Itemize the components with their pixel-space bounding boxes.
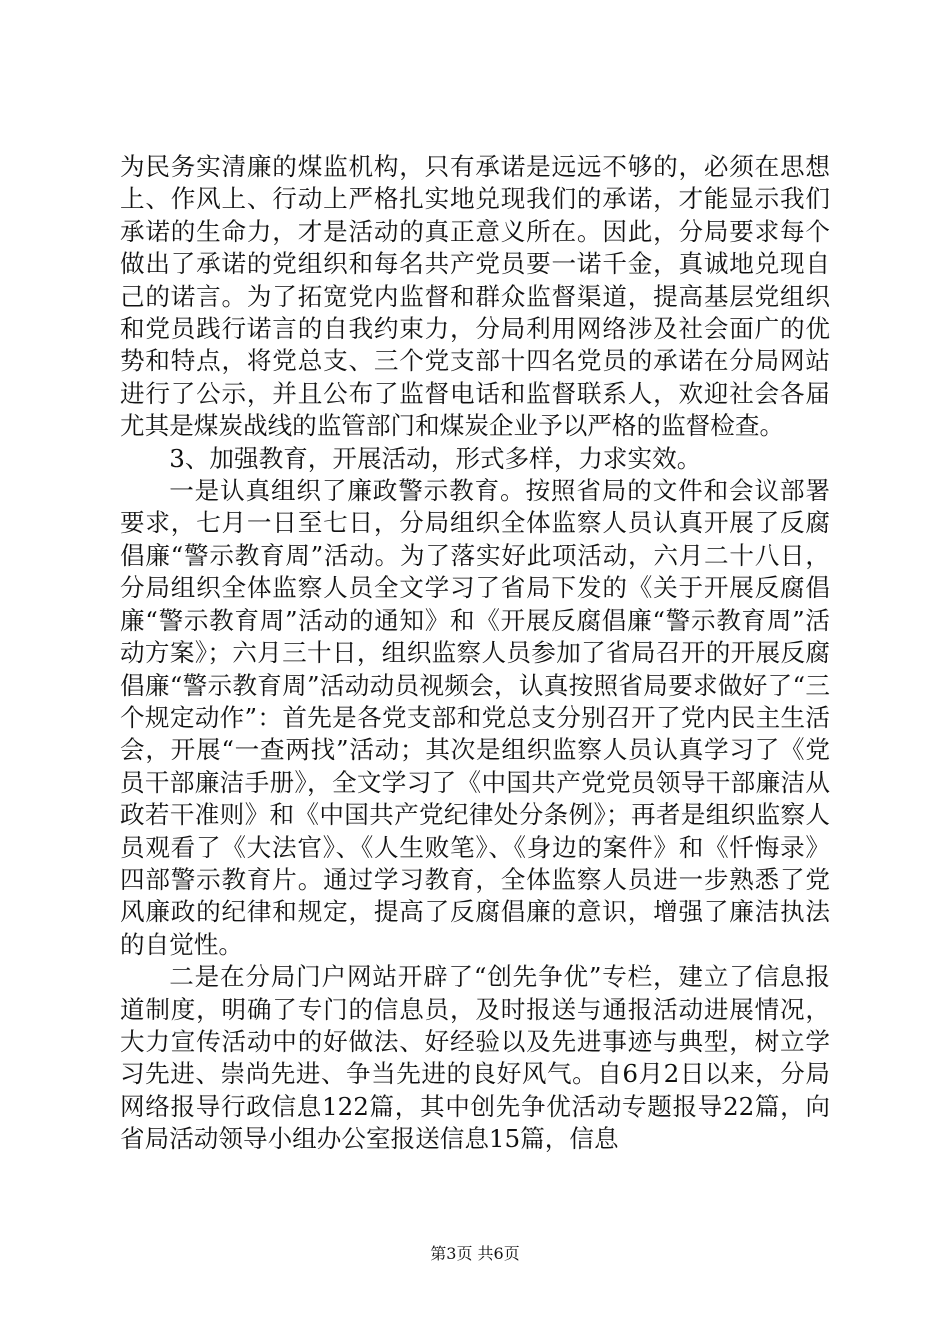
paragraph-section-heading: 3、加强教育，开展活动，形式多样，力求实效。 (169, 443, 702, 473)
page-number-footer: 第3页 共6页 (430, 1244, 520, 1263)
paragraph-website-column: 二是在分局门户网站开辟了“创先争优”专栏，建立了信息报道制度，明确了专门的信息员，及时报送与通报活动进展情况，大力宣传活动中的好做法、好经验以及先进事迹与典型，树立学习先进、崇尚先进、争当先进的良好风气。自6月2日以来，分局网络报导行政信息122篇，其中创先争优活动专题报导22篇，向省局活动领导小组办公室报送信息15篇，信息 (120, 962, 830, 1154)
document-body (120, 151, 830, 1156)
paragraph-continuation: 为民务实清廉的煤监机构，只有承诺是远远不够的，必须在思想上、作风上、行动上严格扎实地兑现我们的承诺，才能显示我们承诺的生命力，才是活动的真正意义所在。因此，分局要求每个做出了承诺的党组织和每名共产党员要一诺千金，真诚地兑现自己的诺言。为了拓宽党内监督和群众监督渠道，提高基层党组织和党员践行诺言的自我约束力，分局利用网络涉及社会面广的优势和特点，将党总支、三个党支部十四名党员的承诺在分局网站进行了公示，并且公布了监督电话和监督联系人，欢迎社会各届尤其是煤炭战线的监管部门和煤炭企业予以严格的监督检查。 (120, 152, 830, 441)
paragraph-warning-education: 一是认真组织了廉政警示教育。按照省局的文件和会议部署要求，七月一日至七日，分局组织全体监察人员认真开展了反腐倡廉“警示教育周”活动。为了落实好此项活动，六月二十八日，分局组织全体监察人员全文学习了省局下发的《关于开展反腐倡廉“警示教育周”活动的通知》和《开展反腐倡廉“警示教育周”活动方案》；六月三十日，组织监察人员参加了省局召开的开展反腐倡廉“警示教育周”活动动员视频会，认真按照省局要求做好了“三个规定动作”：首先是各党支部和党总支分别召开了党内民主生活会，开展“一查两找”活动；其次是组织监察人员认真学习了《党员干部廉洁手册》，全文学习了《中国共产党党员领导干部廉洁从政若干准则》和《中国共产党纪律处分条例》；再者是组织监察人员观看了《大法官》、《人生败笔》、《身边的案件》和《忏悔录》四部警示教育片。通过学习教育，全体监察人员进一步熟悉了党风廉政的纪律和规定，提高了反腐倡廉的意识，增强了廉洁执法的自觉性。 (120, 476, 830, 959)
